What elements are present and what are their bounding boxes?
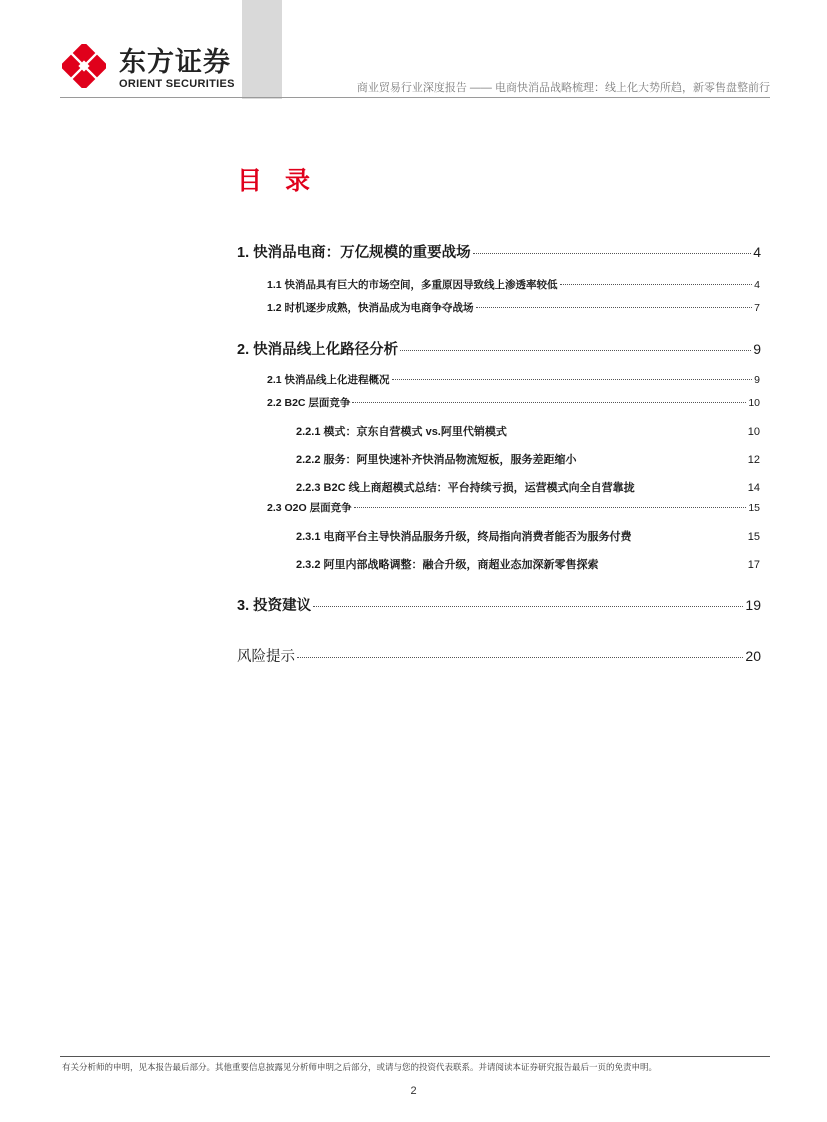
toc-entry-label: 2.1 快消品线上化进程概况: [267, 374, 390, 386]
toc-entry-label: 2.2.1 模式：京东自营模式 vs.阿里代销模式: [296, 426, 507, 438]
toc-entry-label: 2.2 B2C 层面竞争: [267, 397, 351, 409]
toc-entry-page: 4: [754, 279, 760, 291]
toc-entry-2-2-1[interactable]: [296, 423, 760, 439]
toc-entry-label: 3. 投资建议: [237, 598, 312, 614]
toc-entry-1-1[interactable]: [267, 277, 760, 292]
toc-entry-2-1[interactable]: [267, 372, 760, 387]
toc-entry-page: 14: [747, 482, 760, 494]
company-logo: [62, 44, 237, 94]
toc-entry-label: 2.3.1 电商平台主导快消品服务升级，终局指向消费者能否为服务付费: [296, 531, 632, 543]
toc-entry-page: 15: [747, 531, 760, 543]
footer-divider: [60, 1056, 770, 1057]
header-decor-block: [242, 0, 282, 99]
toc-entry-risk[interactable]: [237, 645, 761, 666]
toc-leader-dots: [560, 284, 753, 285]
logo-chinese-name: 东方证券: [119, 47, 231, 77]
page-number: 2: [410, 1085, 417, 1097]
toc-entry-page: 10: [747, 426, 760, 438]
toc-entry-label: 2. 快消品线上化路径分析: [237, 342, 399, 358]
toc-leader-dots: [476, 307, 753, 308]
toc-leader-dots: [297, 657, 743, 658]
toc-entry-page: 19: [745, 597, 761, 613]
report-title: 商业贸易行业深度报告 —— 电商快消品战略梳理：线上化大势所趋，新零售盘整前行: [356, 82, 770, 94]
toc-leader-dots: [400, 350, 751, 351]
toc-entry-label: 2.3 O2O 层面竞争: [267, 502, 352, 514]
toc-entry-label: 2.2.3 B2C 线上商超模式总结：平台持续亏损，运营模式向全自营靠拢: [296, 482, 635, 494]
toc-entry-label: 1. 快消品电商：万亿规模的重要战场: [237, 245, 471, 261]
toc-entry-2-3-2[interactable]: [296, 556, 760, 572]
header-divider: [60, 97, 770, 98]
toc-entry-3[interactable]: [237, 594, 761, 615]
toc-entry-page: 4: [753, 244, 761, 260]
toc-entry-label: 1.1 快消品具有巨大的市场空间，多重原因导致线上渗透率较低: [267, 279, 558, 291]
toc-leader-dots: [473, 253, 752, 254]
toc-entry-2-3-1[interactable]: [296, 528, 760, 544]
toc-entry-page: 10: [748, 397, 760, 409]
toc-entry-page: 15: [748, 502, 760, 514]
toc-title: 目 录: [237, 167, 318, 195]
toc-entry-label: 风险提示: [237, 649, 295, 665]
toc-entry-page: 12: [747, 454, 760, 466]
toc-leader-dots: [352, 402, 746, 403]
toc-entry-page: 7: [754, 302, 760, 314]
logo-english-name: ORIENT SECURITIES: [119, 78, 235, 90]
toc-entry-page: 9: [754, 374, 760, 386]
toc-entry-2-2[interactable]: [267, 395, 760, 410]
toc-entry-label: 2.3.2 阿里内部战略调整：融合升级，商超业态加深新零售探索: [296, 559, 599, 571]
toc-leader-dots: [313, 606, 743, 607]
toc-entry-1[interactable]: [237, 241, 761, 262]
toc-entry-page: 17: [747, 559, 760, 571]
toc-entry-page: 9: [753, 341, 761, 357]
toc-entry-label: 1.2 时机逐步成熟，快消品成为电商争夺战场: [267, 302, 474, 314]
toc-leader-dots: [392, 379, 753, 380]
orient-logo-icon: [62, 44, 106, 88]
toc-entry-2-3[interactable]: [267, 500, 760, 515]
toc-entry-2[interactable]: [237, 338, 761, 359]
toc-entry-page: 20: [745, 648, 761, 664]
footer-disclaimer: 有关分析师的申明，见本报告最后部分。其他重要信息披露见分析师申明之后部分，或请与您的投资代表联系。并请阅读本证券研究报告最后一页的免责申明。: [62, 1062, 658, 1072]
toc-entry-label: 2.2.2 服务：阿里快速补齐快消品物流短板，服务差距缩小: [296, 454, 577, 466]
toc-entry-2-2-3[interactable]: [296, 479, 760, 495]
toc-entry-2-2-2[interactable]: [296, 451, 760, 467]
toc-leader-dots: [354, 507, 747, 508]
toc-entry-1-2[interactable]: [267, 300, 760, 315]
